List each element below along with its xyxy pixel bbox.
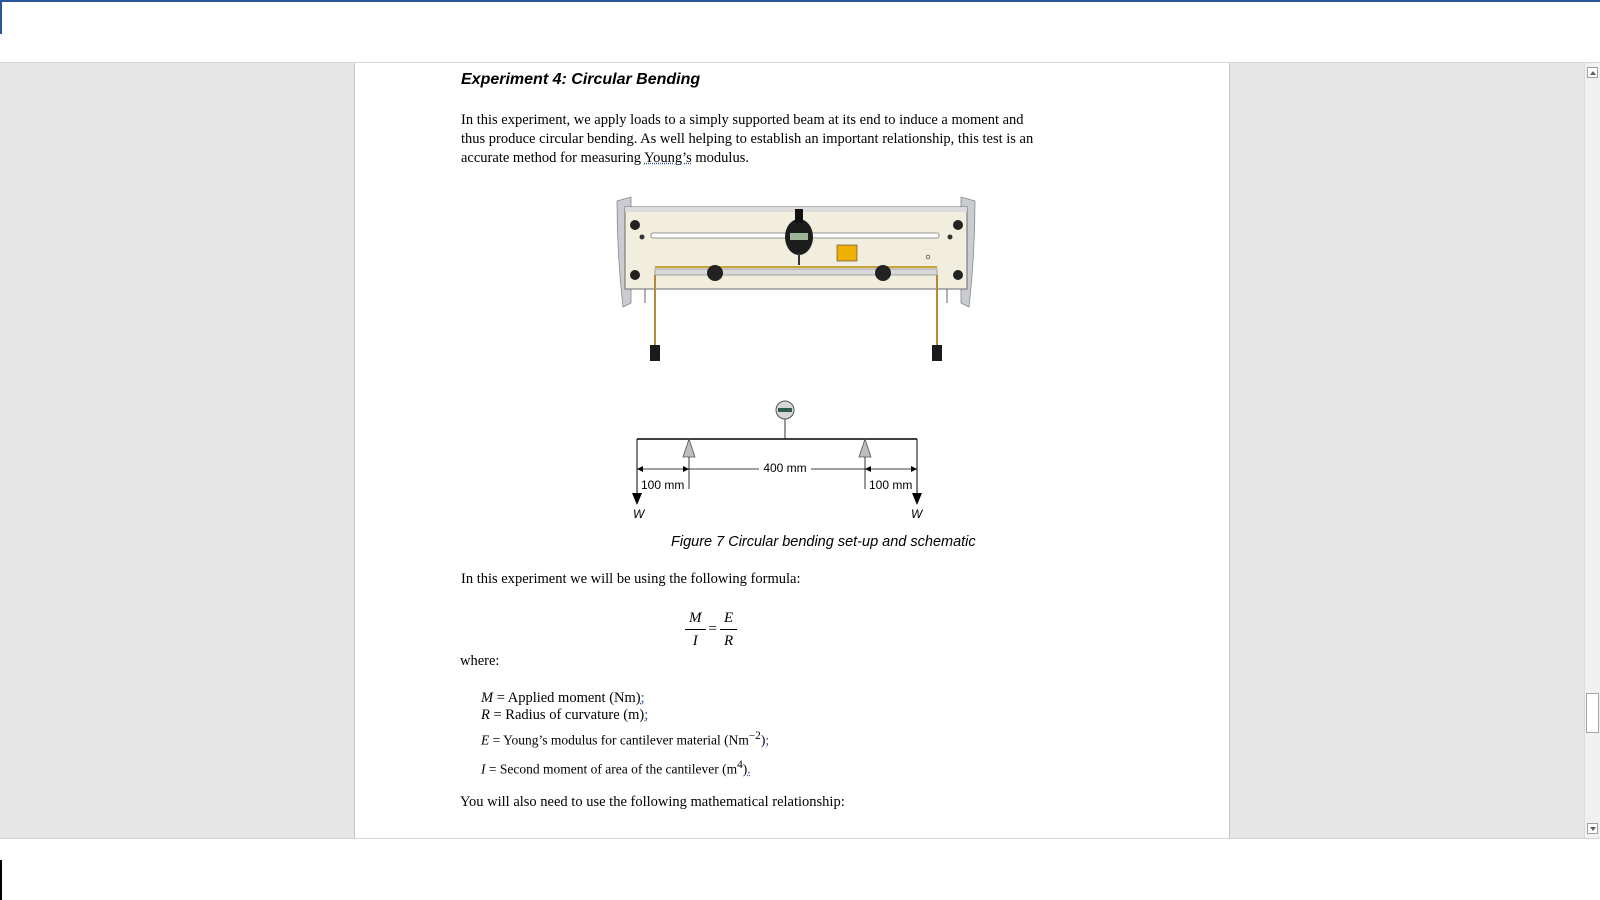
figure-caption: Figure 7 Circular bending set-up and schematic	[671, 534, 976, 550]
def-text: = Radius of curvature (m)	[489, 707, 645, 723]
grammar-mark[interactable]: ;	[644, 707, 649, 723]
dim-400: 400 mm	[763, 461, 807, 475]
def-text: = Second moment of area of the cantilever (m	[485, 761, 738, 777]
load-w-left: W	[633, 507, 645, 521]
definition-item	[481, 753, 769, 782]
def-superscript: −2	[748, 730, 761, 742]
def-symbol: R	[481, 707, 490, 723]
scroll-up-arrow-icon[interactable]	[1587, 67, 1598, 78]
def-text: = Applied moment (Nm)	[493, 690, 641, 706]
scroll-down-arrow-icon[interactable]	[1587, 823, 1598, 834]
definition-item	[481, 707, 769, 724]
dim-100-left: 100 mm	[641, 478, 685, 492]
def-close: )	[742, 761, 748, 777]
intro-text: In this experiment, we apply loads to a simply supported beam at its end to induce a moment and thus produce circular bending. As well helping to establish an important relationship, this test is an accurate method for measuring	[461, 112, 1034, 166]
intro-text-end: modulus.	[691, 150, 749, 166]
def-symbol: M	[481, 690, 494, 706]
bending-formula	[685, 608, 737, 651]
lhs-fraction	[685, 608, 706, 651]
definition-item	[481, 724, 769, 753]
def-superscript: 4	[737, 759, 743, 771]
def-symbol: I	[481, 761, 486, 777]
section-heading: Experiment 4: Circular Bending	[461, 71, 701, 88]
equals-sign: =	[708, 621, 717, 637]
vertical-scrollbar[interactable]	[1584, 63, 1600, 838]
definition-list	[481, 690, 769, 782]
def-close: )	[760, 732, 766, 748]
grammar-mark[interactable]: ;	[640, 690, 645, 706]
lhs-denominator: I	[692, 633, 698, 649]
rhs-fraction	[720, 608, 737, 651]
apparatus-photo	[615, 195, 977, 365]
intro-paragraph	[461, 111, 1041, 168]
document-canvas[interactable]	[0, 63, 1584, 838]
document-page[interactable]	[354, 63, 1230, 838]
window-edge	[0, 0, 2, 34]
spell-check-word[interactable]: Young’s	[644, 150, 692, 166]
definition-item	[481, 690, 769, 707]
grammar-mark[interactable]: .	[747, 761, 751, 777]
bending-schematic	[631, 399, 941, 529]
bottom-status-area	[0, 838, 1600, 900]
load-w-right: W	[911, 507, 923, 521]
window-edge-bottom	[0, 860, 2, 900]
formula-intro: In this experiment we will be using the following formula:	[461, 571, 801, 587]
rhs-denominator: R	[723, 633, 734, 649]
grammar-mark[interactable]: ;	[765, 732, 770, 748]
top-toolbar-area	[0, 0, 1600, 63]
rhs-numerator: E	[720, 608, 737, 630]
lhs-numerator: M	[685, 608, 706, 630]
closing-paragraph: You will also need to use the following mathematical relationship:	[460, 794, 845, 810]
dim-100-right: 100 mm	[869, 478, 913, 492]
def-text: = Young’s modulus for cantilever material (Nm	[489, 732, 749, 748]
def-symbol: E	[481, 732, 490, 748]
scroll-thumb[interactable]	[1586, 693, 1599, 733]
where-label: where:	[460, 653, 500, 669]
